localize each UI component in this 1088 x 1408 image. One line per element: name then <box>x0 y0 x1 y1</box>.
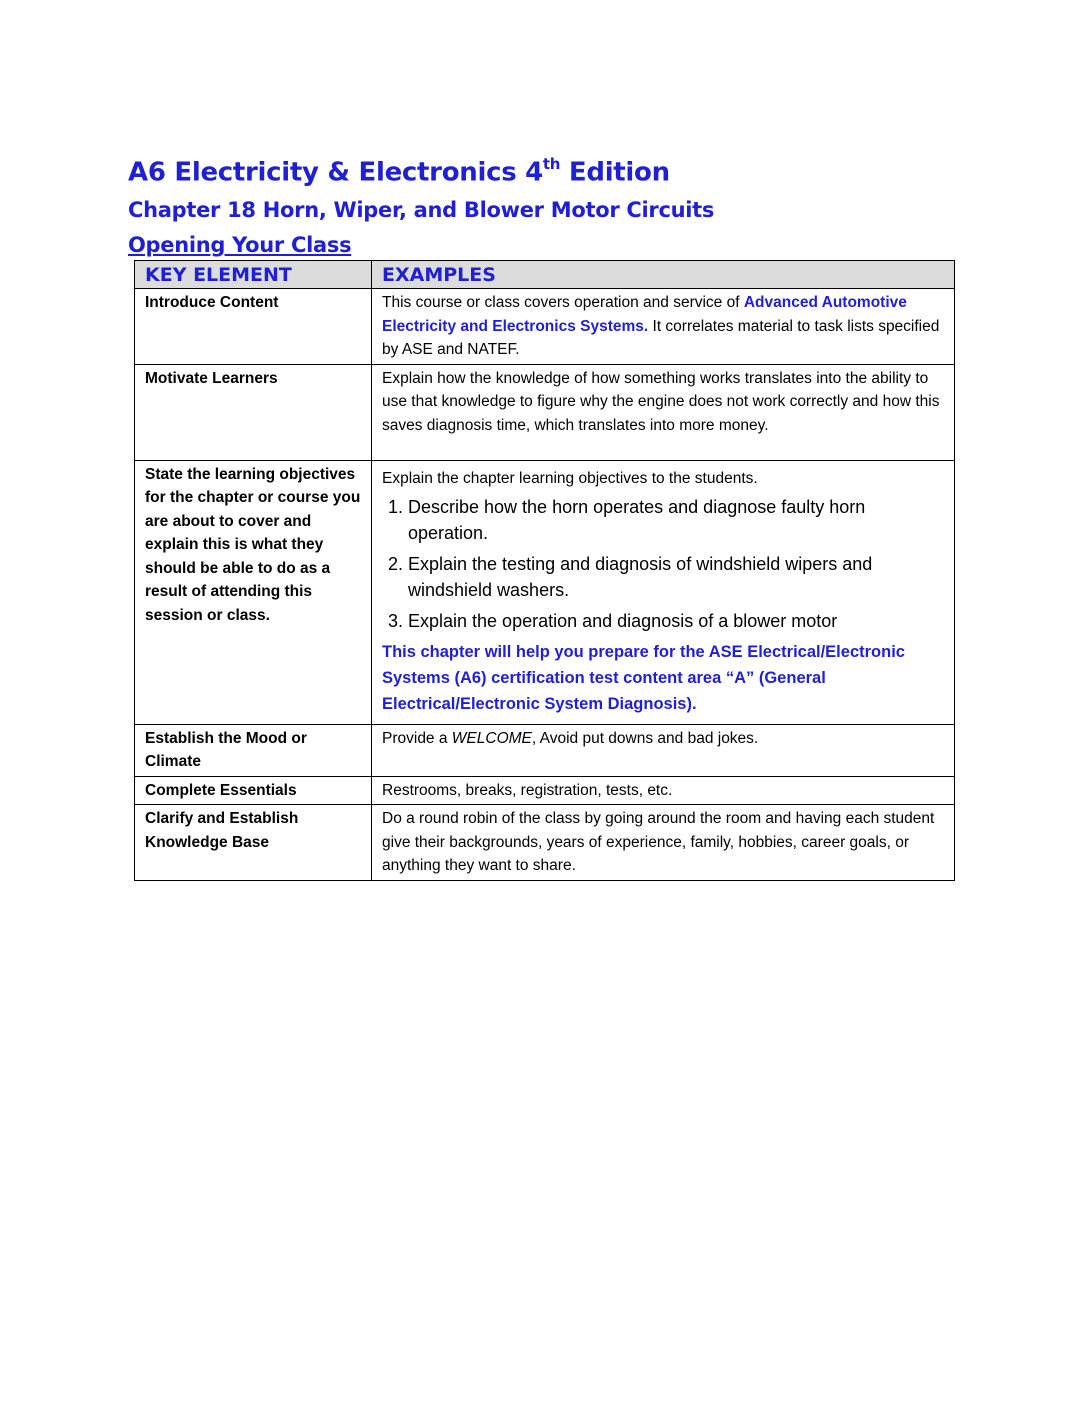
table-row <box>135 460 955 724</box>
list-item: 2. Explain the testing and diagnosis of windshield wipers and windshield washers. <box>408 551 944 603</box>
document-title-main: A6 Electricity & Electronics 4 <box>128 157 543 188</box>
document-title-superscript: th <box>542 155 561 173</box>
key-element-line: Climate <box>145 753 201 770</box>
welcome-emphasis: WELCOME <box>451 729 532 747</box>
example-cell: Restrooms, breaks, registration, tests, etc. <box>372 776 955 805</box>
table-row <box>135 805 955 881</box>
key-element-line: Establish the Mood or <box>145 729 307 747</box>
key-element-cell <box>135 805 372 881</box>
chapter-title: Chapter 18 Horn, Wiper, and Blower Motor Circuits <box>128 198 715 222</box>
list-item: 3. Explain the operation and diagnosis of a blower motor <box>408 608 944 634</box>
objectives-list <box>382 494 944 634</box>
key-element-line: Clarify and Establish <box>145 810 299 827</box>
list-item: 1. Describe how the horn operates and diagnose faulty horn operation. <box>408 494 944 546</box>
key-element-line: Knowledge Base <box>145 833 270 851</box>
key-element-cell: State the learning objectives for the chapter or course you are about to cover and explain this is what they should be able to do as a result of attending this session or class. <box>135 460 372 724</box>
table-row <box>135 776 955 805</box>
document-title-end: Edition <box>560 157 670 188</box>
header-examples: EXAMPLES <box>372 261 955 289</box>
example-cell <box>372 724 955 776</box>
key-element-cell: Introduce Content <box>135 289 372 365</box>
table-row <box>135 289 955 365</box>
key-element-cell <box>135 724 372 776</box>
example-cell <box>372 460 955 724</box>
header-key-element: KEY ELEMENT <box>135 261 372 289</box>
example-cell <box>372 289 955 365</box>
example-cell: Explain how the knowledge of how something works translates into the ability to use that knowledge to figure why the engine does not work correctly and how this saves diagnosis time, which translates into more money. <box>372 364 955 460</box>
key-element-table <box>134 260 955 881</box>
example-text: Provide a <box>382 729 452 747</box>
key-element-cell: Complete Essentials <box>135 776 372 805</box>
table-header-row <box>135 261 955 289</box>
table-row <box>135 364 955 460</box>
course-name-highlight: Advanced Automotive Electricity and Electronics Systems. <box>382 294 907 335</box>
ase-certification-note: This chapter will help you prepare for the ASE Electrical/Electronic Systems (A6) certification test content area “A” (General Electrical/Electronic System Diagnosis). <box>382 643 905 713</box>
example-text: It correlates material to task lists specified by ASE and NATEF. <box>382 317 940 358</box>
example-cell: Do a round robin of the class by going around the room and having each student give their backgrounds, years of experience, family, hobbies, career goals, or anything they want to share. <box>372 805 955 881</box>
document-title <box>128 146 670 193</box>
example-text: This course or class covers operation and service of <box>382 294 744 311</box>
example-text: , Avoid put downs and bad jokes. <box>531 729 759 747</box>
table-row <box>135 724 955 776</box>
key-element-cell: Motivate Learners <box>135 364 372 460</box>
objectives-intro: Explain the chapter learning objectives to the students. <box>382 469 758 487</box>
section-title: Opening Your Class <box>128 233 352 257</box>
